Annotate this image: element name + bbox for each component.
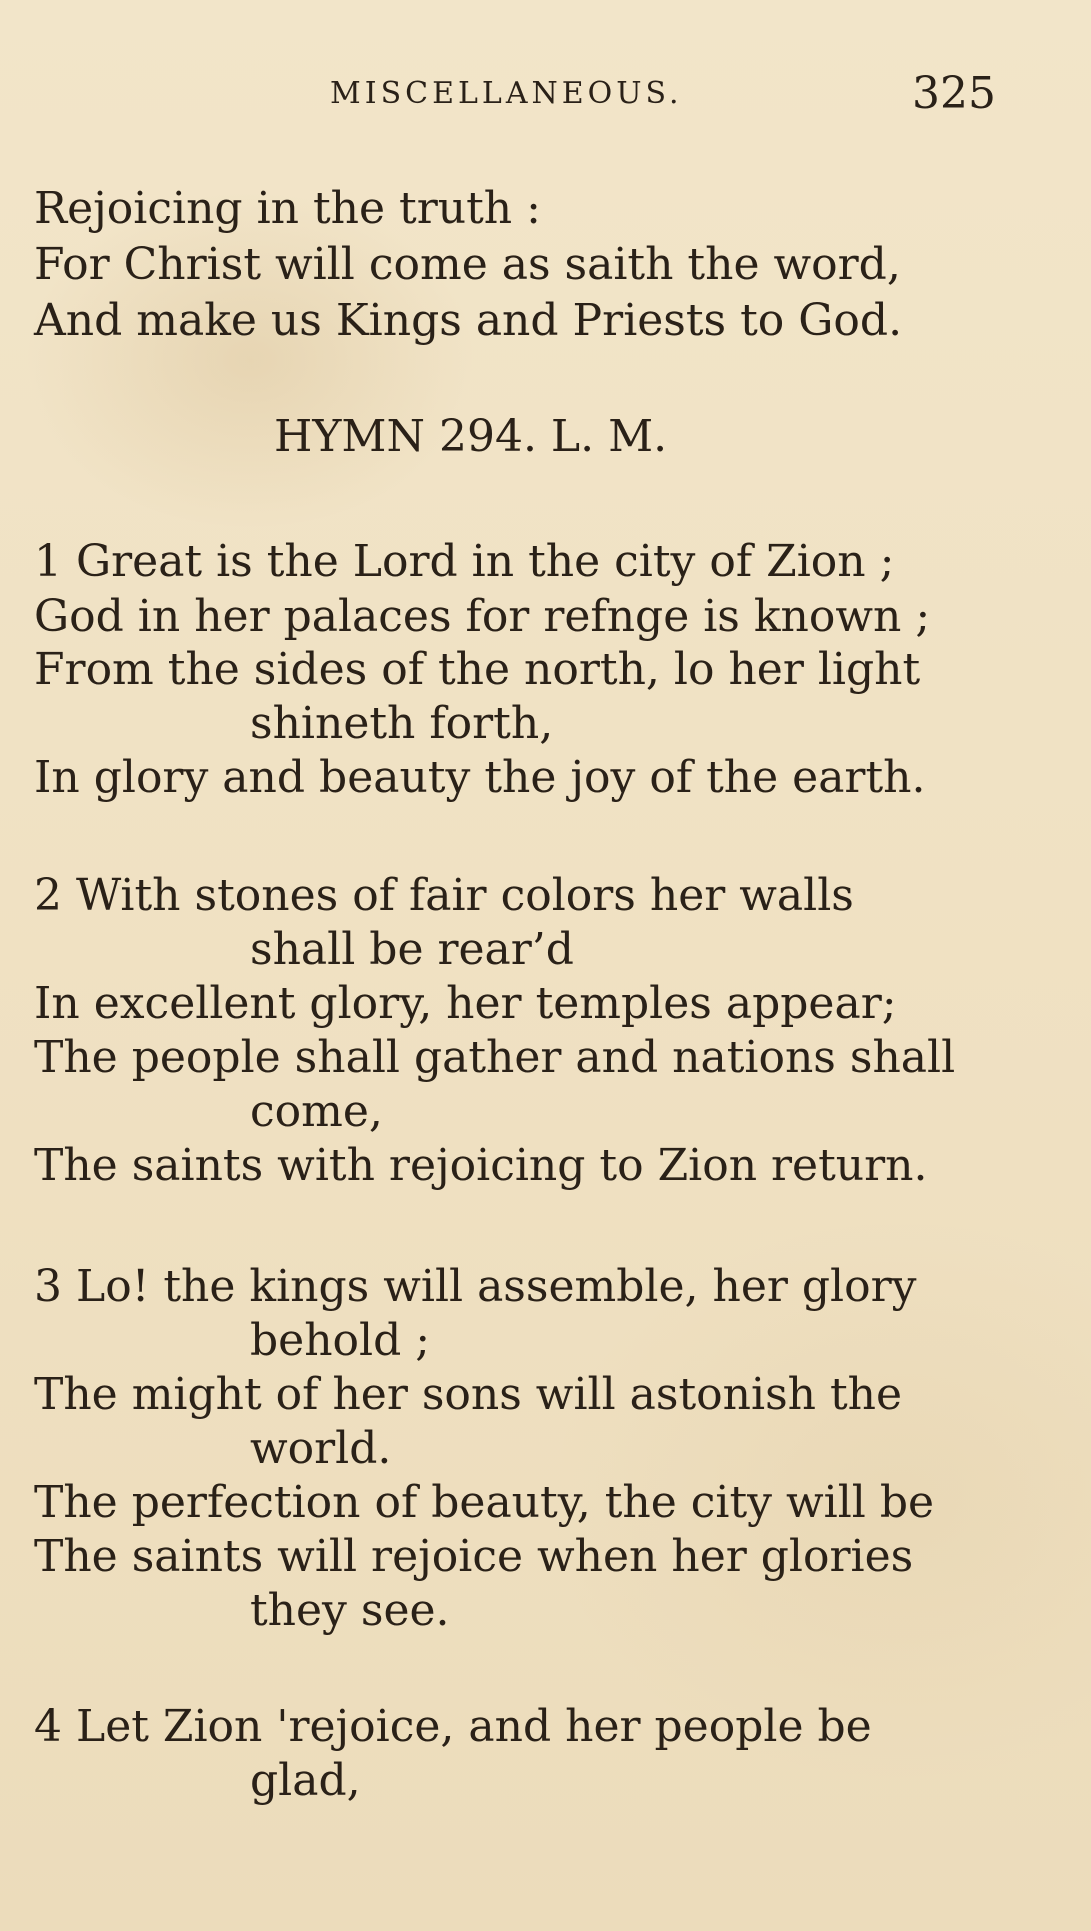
text-line: 3 Lo! the kings will assemble, her glory	[34, 1261, 917, 1312]
text-line: behold ;	[250, 1315, 431, 1366]
text-line: From the sides of the north, lo her light	[34, 644, 921, 695]
text-line: In glory and beauty the joy of the earth.	[34, 752, 926, 803]
text-line: The saints will rejoice when her glories	[34, 1531, 914, 1582]
text-line: 1 Great is the Lord in the city of Zion ;	[34, 536, 895, 587]
text-line: they see.	[250, 1585, 450, 1636]
page-header	[0, 68, 1091, 118]
text-line: The saints with rejoicing to Zion return.	[34, 1140, 928, 1191]
text-line: world.	[250, 1423, 392, 1474]
text-line: The people shall gather and nations shall	[34, 1032, 956, 1083]
text-line: shineth forth,	[250, 698, 554, 749]
text-line: For Christ will come as saith the word,	[34, 239, 901, 290]
text-line: 2 With stones of fair colors her walls	[34, 870, 854, 921]
text-line: The might of her sons will astonish the	[34, 1369, 903, 1420]
text-line: In excellent glory, her temples appear;	[34, 978, 897, 1029]
hymn-title: HYMN 294. L. M.	[274, 411, 668, 462]
text-line: shall be rear’d	[250, 924, 574, 975]
text-line: come,	[250, 1086, 383, 1137]
text-line: And make us Kings and Priests to God.	[34, 295, 903, 346]
text-line: God in her palaces for refnge is known ;	[34, 591, 931, 642]
text-line: Rejoicing in the truth :	[34, 183, 541, 234]
page-number: 325	[912, 68, 996, 119]
text-line: glad,	[250, 1755, 361, 1806]
text-line: 4 Let Zion 'rejoice, and her people be	[34, 1701, 872, 1752]
running-head: MISCELLANEOUS.	[330, 76, 683, 111]
text-line: The perfection of beauty, the city will be	[34, 1477, 935, 1528]
